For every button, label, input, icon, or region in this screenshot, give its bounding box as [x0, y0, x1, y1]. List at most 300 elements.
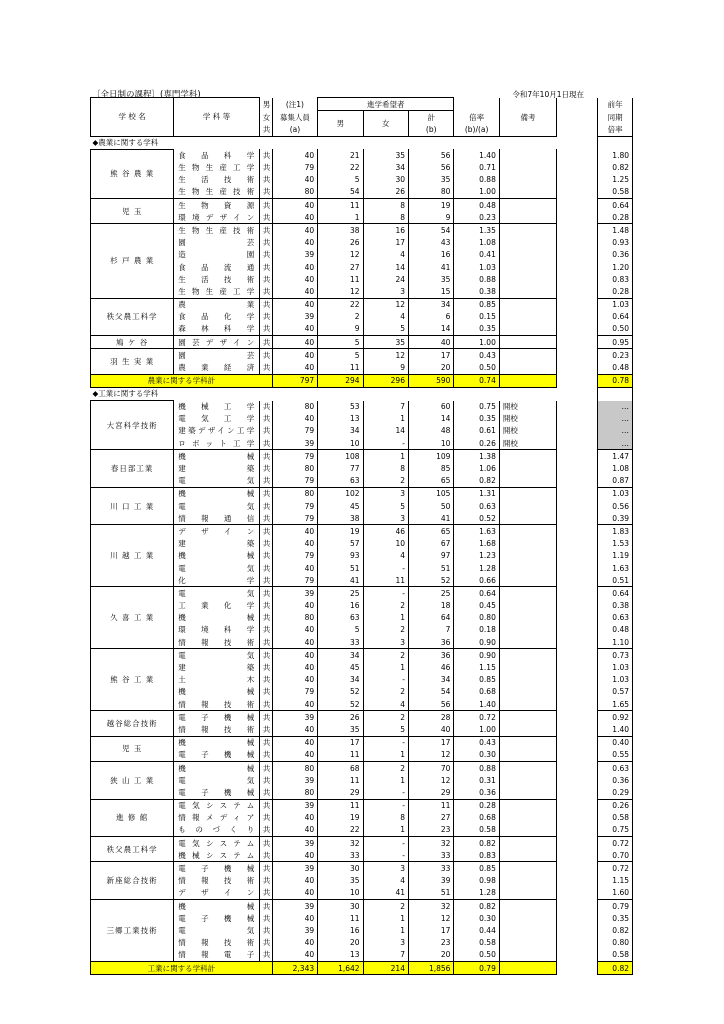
female-count: 1 — [363, 612, 408, 624]
male-total: 294 — [318, 374, 363, 387]
capacity: 80 — [272, 786, 317, 799]
note — [499, 761, 556, 774]
table-row — [91, 799, 633, 812]
rate: 0.88 — [454, 174, 499, 186]
department-name: 情 報 技 術 — [174, 875, 259, 887]
total-count: 10 — [408, 437, 453, 450]
sex-type: 共 — [259, 799, 272, 812]
male-count: 45 — [318, 500, 363, 512]
prev-rate: 1.63 — [598, 562, 633, 574]
total-count: 85 — [408, 462, 453, 474]
female-count: - — [363, 849, 408, 862]
department-name: 生物生産技術 — [174, 224, 259, 237]
table-row — [91, 336, 633, 349]
prev-rate: 1.08 — [598, 462, 633, 474]
total-count: 12 — [408, 774, 453, 786]
note — [499, 186, 556, 199]
prev-rate-total: 0.78 — [598, 374, 633, 387]
department-name: 生物生産技術 — [174, 186, 259, 199]
capacity: 79 — [272, 686, 317, 698]
female-count: 8 — [363, 812, 408, 824]
female-count: 35 — [363, 336, 408, 349]
prev-rate: 0.48 — [598, 361, 633, 374]
rate: 0.35 — [454, 323, 499, 336]
female-count: 2 — [363, 600, 408, 612]
male-count: 45 — [318, 661, 363, 673]
male-count: 12 — [318, 285, 363, 298]
sex-type: 共 — [259, 824, 272, 837]
table-row — [91, 349, 633, 362]
department-name: 情 報 通 信 — [174, 512, 259, 525]
prev-rate: 1.03 — [598, 298, 633, 311]
sex-type: 共 — [259, 624, 272, 636]
capacity: 40 — [272, 211, 317, 224]
sex-type: 共 — [259, 711, 272, 724]
note — [499, 862, 556, 875]
rate: 1.28 — [454, 562, 499, 574]
female-count: - — [363, 736, 408, 749]
male-count: 38 — [318, 224, 363, 237]
male-count: 34 — [318, 674, 363, 686]
note — [499, 900, 556, 913]
prev-rate: 0.35 — [598, 912, 633, 924]
table-row — [91, 224, 633, 237]
section-title-row — [91, 387, 633, 400]
total-count: 65 — [408, 475, 453, 488]
capacity: 79 — [272, 550, 317, 562]
note — [499, 285, 556, 298]
prev-rate: 0.56 — [598, 500, 633, 512]
male-count: 53 — [318, 401, 363, 413]
female-count: 2 — [363, 761, 408, 774]
total-count: 39 — [408, 875, 453, 887]
rate: 0.38 — [454, 285, 499, 298]
total-count: 46 — [408, 661, 453, 673]
note — [499, 786, 556, 799]
rate: 0.82 — [454, 837, 499, 850]
note — [499, 273, 556, 285]
capacity: 40 — [272, 723, 317, 736]
male-count: 26 — [318, 711, 363, 724]
department-name: 造 園 — [174, 249, 259, 261]
rate: 0.44 — [454, 924, 499, 936]
sex-type: 共 — [259, 674, 272, 686]
female-count: 3 — [363, 636, 408, 649]
prev-rate: 0.29 — [598, 786, 633, 799]
female-count: 3 — [363, 285, 408, 298]
note — [499, 887, 556, 900]
sex-type: 共 — [259, 837, 272, 850]
prev-rate: 0.28 — [598, 211, 633, 224]
note — [499, 698, 556, 711]
agriculture-section — [91, 136, 633, 387]
female-count: - — [363, 437, 408, 450]
department-name: 農 業 経 済 — [174, 361, 259, 374]
section-title: ◆工業に関する学科 — [92, 389, 159, 399]
female-count: 1 — [363, 912, 408, 924]
table-row — [91, 401, 633, 413]
sex-type: 共 — [259, 475, 272, 488]
capacity: 40 — [272, 636, 317, 649]
total-count: 29 — [408, 786, 453, 799]
female-count: 1 — [363, 661, 408, 673]
department-name: 森 林 科 学 — [174, 323, 259, 336]
note — [499, 799, 556, 812]
capacity: 79 — [272, 500, 317, 512]
sex-type: 共 — [259, 786, 272, 799]
total-count: 35 — [408, 273, 453, 285]
rate: 1.40 — [454, 149, 499, 161]
total-count: 32 — [408, 837, 453, 850]
rate: 0.61 — [454, 425, 499, 437]
school-name: 新座総合技術 — [91, 862, 174, 900]
header-sex-2: 女 — [259, 111, 272, 124]
header-prev-3: 倍率 — [598, 123, 633, 136]
total-count: 54 — [408, 224, 453, 237]
total-count: 25 — [408, 587, 453, 600]
female-count: 2 — [363, 649, 408, 662]
prev-rate: 0.51 — [598, 574, 633, 587]
female-count: 1 — [363, 749, 408, 762]
department-name: 電 気 — [174, 475, 259, 488]
table-row — [91, 761, 633, 774]
department-name: ものづくり — [174, 824, 259, 837]
rate: 0.30 — [454, 749, 499, 762]
capacity: 40 — [272, 413, 317, 425]
department-name: 化 学 — [174, 574, 259, 587]
female-count: 9 — [363, 361, 408, 374]
total-count: 34 — [408, 298, 453, 311]
section-total-label: 農業に関する学科計 — [91, 374, 273, 387]
sex-type: 共 — [259, 323, 272, 336]
rate: 1.03 — [454, 261, 499, 273]
sex-type: 共 — [259, 937, 272, 949]
department-name: 機 械 — [174, 487, 259, 500]
capacity: 40 — [272, 298, 317, 311]
note — [499, 525, 556, 538]
prev-rate: 1.03 — [598, 674, 633, 686]
sex-type: 共 — [259, 736, 272, 749]
female-count: 8 — [363, 199, 408, 212]
capacity: 40 — [272, 674, 317, 686]
prev-rate: 1.80 — [598, 149, 633, 161]
female-count: - — [363, 799, 408, 812]
male-count: 34 — [318, 649, 363, 662]
school-name: 秩父農工科学 — [91, 837, 174, 862]
header-applicants: 進学希望者 — [318, 98, 454, 111]
department-name: 建 築 — [174, 538, 259, 550]
male-count: 32 — [318, 837, 363, 850]
male-count: 63 — [318, 612, 363, 624]
male-count: 12 — [318, 249, 363, 261]
total-count: 109 — [408, 450, 453, 463]
total-count: 17 — [408, 736, 453, 749]
prev-rate: 1.10 — [598, 636, 633, 649]
female-count: 1 — [363, 924, 408, 936]
male-count: 17 — [318, 736, 363, 749]
female-count: 11 — [363, 574, 408, 587]
capacity: 39 — [272, 311, 317, 323]
note — [499, 311, 556, 323]
note — [499, 550, 556, 562]
rate: 0.85 — [454, 862, 499, 875]
total-count: 17 — [408, 924, 453, 936]
note — [499, 912, 556, 924]
rate: 0.63 — [454, 500, 499, 512]
sex-type: 共 — [259, 211, 272, 224]
male-count: 33 — [318, 849, 363, 862]
total-count: 11 — [408, 799, 453, 812]
total-count: 28 — [408, 711, 453, 724]
rate: 1.35 — [454, 224, 499, 237]
capacity: 40 — [272, 285, 317, 298]
total-count: 16 — [408, 249, 453, 261]
total-count: 17 — [408, 349, 453, 362]
note — [499, 224, 556, 237]
note — [499, 774, 556, 786]
note — [499, 298, 556, 311]
capacity-total: 2,343 — [272, 961, 317, 974]
male-count: 11 — [318, 799, 363, 812]
department-name: 園芸デザイン — [174, 336, 259, 349]
rate: 1.00 — [454, 723, 499, 736]
rate: 1.23 — [454, 550, 499, 562]
prev-rate: 0.64 — [598, 587, 633, 600]
total-count: 23 — [408, 937, 453, 949]
department-name: 園 芸 — [174, 349, 259, 362]
female-count: 46 — [363, 525, 408, 538]
female-count: 7 — [363, 949, 408, 962]
male-count: 13 — [318, 949, 363, 962]
male-count: 21 — [318, 149, 363, 161]
male-count: 19 — [318, 812, 363, 824]
total-count: 70 — [408, 761, 453, 774]
department-name: 情 報 電 子 — [174, 949, 259, 962]
female-count: 5 — [363, 723, 408, 736]
female-count: 4 — [363, 875, 408, 887]
industry-section — [91, 387, 633, 974]
female-count: 1 — [363, 413, 408, 425]
male-count: 20 — [318, 937, 363, 949]
header-rate: 倍率 — [454, 111, 499, 124]
header-sex-3: 共 — [259, 123, 272, 136]
sex-type: 共 — [259, 199, 272, 212]
sex-type: 共 — [259, 401, 272, 413]
rate: 0.75 — [454, 401, 499, 413]
male-count: 11 — [318, 774, 363, 786]
rate: 0.18 — [454, 624, 499, 636]
school-name: 熊 谷 工 業 — [91, 649, 174, 711]
male-count: 13 — [318, 413, 363, 425]
capacity: 79 — [272, 161, 317, 173]
rate: 0.50 — [454, 949, 499, 962]
total-count: 14 — [408, 323, 453, 336]
total-count: 64 — [408, 612, 453, 624]
prev-rate: 1.40 — [598, 723, 633, 736]
note: 開校 — [499, 413, 556, 425]
male-count: 19 — [318, 525, 363, 538]
capacity: 79 — [272, 450, 317, 463]
note — [499, 686, 556, 698]
department-name: 電 子 機 械 — [174, 711, 259, 724]
prev-rate: 0.58 — [598, 949, 633, 962]
applicants-table — [90, 97, 633, 975]
male-count: 1 — [318, 211, 363, 224]
rate: 0.58 — [454, 824, 499, 837]
prev-rate: 0.55 — [598, 749, 633, 762]
note — [499, 249, 556, 261]
sex-type: 共 — [259, 686, 272, 698]
department-name: 食 品 流 通 — [174, 261, 259, 273]
table-row — [91, 199, 633, 212]
school-name: 久 喜 工 業 — [91, 587, 174, 649]
female-count: - — [363, 587, 408, 600]
department-name: 食 品 科 学 — [174, 149, 259, 161]
department-name: 機 械 工 学 — [174, 401, 259, 413]
prev-rate: … — [598, 437, 633, 450]
department-name: 生 活 技 術 — [174, 174, 259, 186]
school-name: 熊 谷 農 業 — [91, 149, 174, 198]
prev-rate: 0.36 — [598, 774, 633, 786]
note — [499, 837, 556, 850]
sex-type: 共 — [259, 525, 272, 538]
rate: 1.28 — [454, 887, 499, 900]
total-count: 35 — [408, 174, 453, 186]
male-count: 52 — [318, 686, 363, 698]
note — [499, 824, 556, 837]
female-count: 8 — [363, 462, 408, 474]
rate: 0.41 — [454, 249, 499, 261]
department-name: デ ザ イ ン — [174, 887, 259, 900]
female-count: 14 — [363, 425, 408, 437]
female-total: 296 — [363, 374, 408, 387]
note — [499, 487, 556, 500]
female-count: 2 — [363, 686, 408, 698]
capacity: 40 — [272, 525, 317, 538]
male-count: 35 — [318, 875, 363, 887]
female-count: 10 — [363, 538, 408, 550]
total-count: 52 — [408, 574, 453, 587]
department-name: 電 子 機 械 — [174, 786, 259, 799]
note — [499, 174, 556, 186]
total-count: 34 — [408, 674, 453, 686]
rate-total: 0.79 — [454, 961, 499, 974]
note — [499, 149, 556, 161]
rate: 0.68 — [454, 812, 499, 824]
male-count: 57 — [318, 538, 363, 550]
sex-type: 共 — [259, 862, 272, 875]
capacity: 39 — [272, 437, 317, 450]
header-sex-1: 男 — [259, 98, 272, 111]
rate: 0.36 — [454, 786, 499, 799]
rate: 0.71 — [454, 161, 499, 173]
header-prev-2: 同期 — [598, 111, 633, 124]
rate: 0.83 — [454, 849, 499, 862]
total-count: 80 — [408, 186, 453, 199]
male-count: 68 — [318, 761, 363, 774]
rate: 0.85 — [454, 298, 499, 311]
header-capacity: 募集人員 — [272, 111, 317, 124]
note — [499, 574, 556, 587]
department-name: 機 械 — [174, 450, 259, 463]
school-name: 児 玉 — [91, 736, 174, 761]
school-name: 鳩 ケ 谷 — [91, 336, 174, 349]
sex-type: 共 — [259, 849, 272, 862]
male-total: 1,642 — [318, 961, 363, 974]
rate: 1.40 — [454, 698, 499, 711]
sex-type: 共 — [259, 237, 272, 249]
female-count: 2 — [363, 711, 408, 724]
note — [499, 661, 556, 673]
rate: 0.90 — [454, 636, 499, 649]
capacity: 40 — [272, 912, 317, 924]
department-name: 電 気 — [174, 649, 259, 662]
prev-rate: 0.58 — [598, 812, 633, 824]
sex-type: 共 — [259, 462, 272, 474]
sex-type: 共 — [259, 285, 272, 298]
prev-rate: 1.25 — [598, 174, 633, 186]
prev-rate: 0.58 — [598, 186, 633, 199]
rate: 0.98 — [454, 875, 499, 887]
capacity: 40 — [272, 361, 317, 374]
prev-rate: 1.20 — [598, 261, 633, 273]
table-row — [91, 837, 633, 850]
total-count: 65 — [408, 525, 453, 538]
prev-rate: 0.39 — [598, 512, 633, 525]
total-count: 7 — [408, 624, 453, 636]
table-row — [91, 649, 633, 662]
department-name: デ ザ イ ン — [174, 525, 259, 538]
capacity: 80 — [272, 761, 317, 774]
female-count: 2 — [363, 624, 408, 636]
total-count: 6 — [408, 311, 453, 323]
sex-type: 共 — [259, 912, 272, 924]
prev-rate: … — [598, 401, 633, 413]
total-count: 51 — [408, 562, 453, 574]
section-total-row — [91, 374, 633, 387]
male-count: 10 — [318, 437, 363, 450]
prev-rate: 1.47 — [598, 450, 633, 463]
table-row — [91, 298, 633, 311]
department-name: 建築デザイン工学 — [174, 425, 259, 437]
rate: 0.68 — [454, 686, 499, 698]
note — [499, 512, 556, 525]
prev-rate: 0.92 — [598, 711, 633, 724]
note — [499, 500, 556, 512]
capacity: 40 — [272, 538, 317, 550]
rate: 0.48 — [454, 199, 499, 212]
capacity: 40 — [272, 849, 317, 862]
prev-rate: 0.26 — [598, 799, 633, 812]
male-count: 22 — [318, 298, 363, 311]
department-name: 生 活 技 術 — [174, 273, 259, 285]
sex-type: 共 — [259, 562, 272, 574]
female-count: 5 — [363, 323, 408, 336]
note — [499, 361, 556, 374]
female-count: 1 — [363, 450, 408, 463]
capacity: 80 — [272, 401, 317, 413]
note — [499, 349, 556, 362]
rate: 0.43 — [454, 736, 499, 749]
total-count: 20 — [408, 949, 453, 962]
prev-rate: 0.40 — [598, 736, 633, 749]
department-name: 電 子 機 械 — [174, 862, 259, 875]
capacity: 40 — [272, 824, 317, 837]
capacity: 80 — [272, 462, 317, 474]
capacity: 40 — [272, 349, 317, 362]
school-name: 羽 生 実 業 — [91, 349, 174, 374]
male-count: 25 — [318, 587, 363, 600]
